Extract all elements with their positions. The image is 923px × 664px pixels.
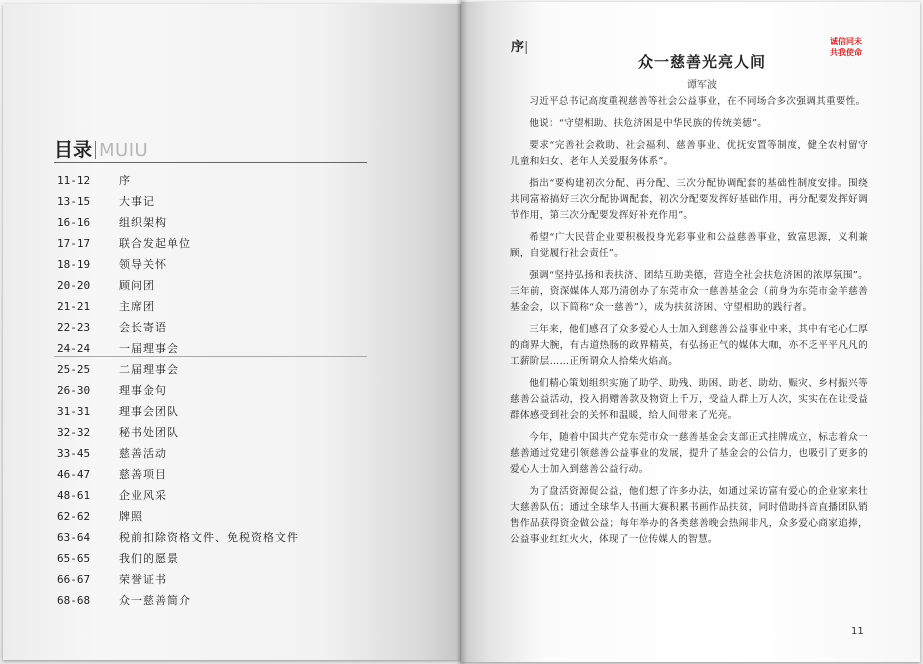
toc-item-pages: 63-64 <box>57 531 91 544</box>
toc-item-pages: 33-45 <box>57 447 91 460</box>
article-paragraph: 他说：“守望相助、扶危济困是中华民族的传统美德”。 <box>529 118 768 129</box>
toc-item[interactable] <box>57 527 357 548</box>
toc-item[interactable] <box>57 569 357 590</box>
toc-item-label: 一届理事会 <box>119 342 179 355</box>
toc-item-label: 会长寄语 <box>119 321 167 334</box>
toc-title-en: MUIU <box>99 140 149 161</box>
toc-item-pages: 68-68 <box>57 594 91 607</box>
toc-item[interactable] <box>57 380 357 401</box>
toc-title-zh: 目录 <box>54 139 93 161</box>
toc-item-label: 顾问团 <box>119 279 155 292</box>
article-author: 谭军波 <box>687 80 717 91</box>
section-heading <box>511 36 528 55</box>
toc-item[interactable] <box>57 212 357 233</box>
article-paragraph: 指出“要构建初次分配、再分配、三次分配协调配套的基础性制度安排。围绕共同富裕搞好三次分配协调配套，初次分配要发挥好基础作用，再分配要发挥好调节作用，第三次分配要发挥好补充作用”。 <box>510 178 868 221</box>
toc-item-pages: 32-32 <box>57 426 91 439</box>
toc-item-label: 慈善项目 <box>119 468 167 481</box>
toc-item[interactable] <box>57 464 357 485</box>
section-bar: | <box>524 40 529 55</box>
article-paragraph: 三年来，他们感召了众多爱心人士加入到慈善公益事业中来，其中有宅心仁厚的商界大腕，有古道热肠的政界精英，有弘扬正气的媒体大咖，亦不乏平平凡凡的工薪阶层……正所谓众人拾柴火焰高。 <box>510 324 868 367</box>
toc-title-divider <box>95 141 96 159</box>
toc-item-pages: 62-62 <box>57 510 91 523</box>
toc-item-label: 主席团 <box>119 300 155 313</box>
toc-item-pages: 21-21 <box>57 300 91 313</box>
toc-item-pages: 22-23 <box>57 321 91 334</box>
toc-item[interactable] <box>57 485 357 506</box>
toc-item-label: 荣誉证书 <box>119 573 167 586</box>
toc-item-label: 领导关怀 <box>119 258 167 271</box>
toc-item-pages: 13-15 <box>57 195 91 208</box>
toc-item-pages: 66-67 <box>57 573 91 586</box>
toc-item-label: 理事金句 <box>119 384 167 397</box>
toc-item[interactable] <box>57 170 357 191</box>
article-paragraph: 他们精心策划组织实施了助学、助残、助困、助老、助幼、赈灾、乡村振兴等慈善公益活动，投入捐赠善款及物资上千万，受益人群上万人次，实实在在让受益群体感受到社会的关怀和温暖，给人间带来了光亮。 <box>510 378 868 421</box>
toc-item[interactable] <box>57 254 357 275</box>
toc-item-pages: 16-16 <box>57 216 91 229</box>
toc-item-pages: 11-12 <box>57 174 91 187</box>
toc-item-pages: 17-17 <box>57 237 91 250</box>
toc-item[interactable] <box>57 317 357 338</box>
toc-item-label: 秘书处团队 <box>119 426 179 439</box>
toc-item-label: 税前扣除资格文件、免税资格文件 <box>119 531 299 544</box>
toc-item-pages: 24-24 <box>57 342 91 355</box>
toc-item-label: 牌照 <box>119 510 143 523</box>
toc-item-pages: 48-61 <box>57 489 91 502</box>
toc-item[interactable] <box>57 506 357 527</box>
page-number: 11 <box>851 626 864 637</box>
book-spine <box>456 0 468 664</box>
toc-item-pages: 65-65 <box>57 552 91 565</box>
toc-item-label: 二届理事会 <box>119 363 179 376</box>
toc-item-label: 慈善活动 <box>119 447 167 460</box>
toc-item[interactable] <box>57 548 357 569</box>
toc-item-pages: 26-30 <box>57 384 91 397</box>
toc-item-pages: 46-47 <box>57 468 91 481</box>
toc-item-label: 理事会团队 <box>119 405 179 418</box>
toc-rule <box>54 162 367 163</box>
article-paragraph: 为了盘活资源促公益，他们想了许多办法，如通过采访富有爱心的企业家来壮大慈善队伍；通过全球华人书画大赛积累书画作品扶贫，同时借助抖音直播团队销售作品获得资金做公益；每年举办的各类慈善晚会热闹非凡，众多爱心商家追捧，公益事业红红火火，体现了一位传媒人的智慧。 <box>510 486 868 545</box>
toc-item[interactable] <box>57 359 357 380</box>
toc-item[interactable] <box>57 338 357 359</box>
article-body <box>510 94 868 554</box>
toc-item[interactable] <box>57 275 357 296</box>
article-paragraph: 强调“坚持弘扬和表扶济、团结互助美德，营造全社会扶危济困的浓厚氛围”。三年前，资深媒体人郑乃清创办了东莞市众一慈善基金会（前身为东莞市金羊慈善基金会，以下简称“众一慈善”），成为扶贫济困、守望相助的践行者。 <box>510 270 868 313</box>
toc-item-label: 组织架构 <box>119 216 167 229</box>
toc-item-pages: 20-20 <box>57 279 91 292</box>
toc-item-pages: 31-31 <box>57 405 91 418</box>
toc-item-label: 我们的愿景 <box>119 552 179 565</box>
toc-item[interactable] <box>57 233 357 254</box>
toc-item[interactable] <box>57 191 357 212</box>
article-paragraph: 习近平总书记高度重视慈善等社会公益事业，在不同场合多次强调其重要性。 <box>529 96 866 107</box>
article-paragraph: 要求“完善社会救助、社会福利、慈善事业、优抚安置等制度，健全农村留守儿童和妇女、老年人关爱服务体系”。 <box>510 140 868 167</box>
article-paragraph: 希望“广大民营企业要积极投身光彩事业和公益慈善事业，致富思源，义利兼顾，自觉履行社会责任”。 <box>510 232 868 259</box>
toc-item-pages: 18-19 <box>57 258 91 271</box>
toc-title <box>54 135 148 162</box>
toc-item-pages: 25-25 <box>57 363 91 376</box>
toc-item[interactable] <box>57 443 357 464</box>
table-of-contents <box>57 170 357 611</box>
toc-item-label: 联合发起单位 <box>119 237 191 250</box>
toc-item-label: 企业风采 <box>119 489 167 502</box>
article-title: 众一慈善光亮人间 <box>637 53 766 71</box>
seal-stamp: 诚信同未 共我使命 <box>830 36 862 57</box>
toc-item-label: 序 <box>119 174 131 187</box>
toc-item[interactable] <box>57 296 357 317</box>
toc-item[interactable] <box>57 422 357 443</box>
section-label: 序 <box>511 40 525 55</box>
toc-item-label: 大事记 <box>119 195 155 208</box>
toc-item[interactable] <box>57 401 357 422</box>
toc-item-label: 众一慈善简介 <box>119 594 191 607</box>
article-paragraph: 今年，随着中国共产党东莞市众一慈善基金会支部正式挂牌成立，标志着众一慈善通过党建引领慈善公益事业的发展，提升了基金会的公信力，也吸引了更多的爱心人士加入到慈善公益行动。 <box>510 432 868 475</box>
toc-item[interactable] <box>57 590 357 611</box>
